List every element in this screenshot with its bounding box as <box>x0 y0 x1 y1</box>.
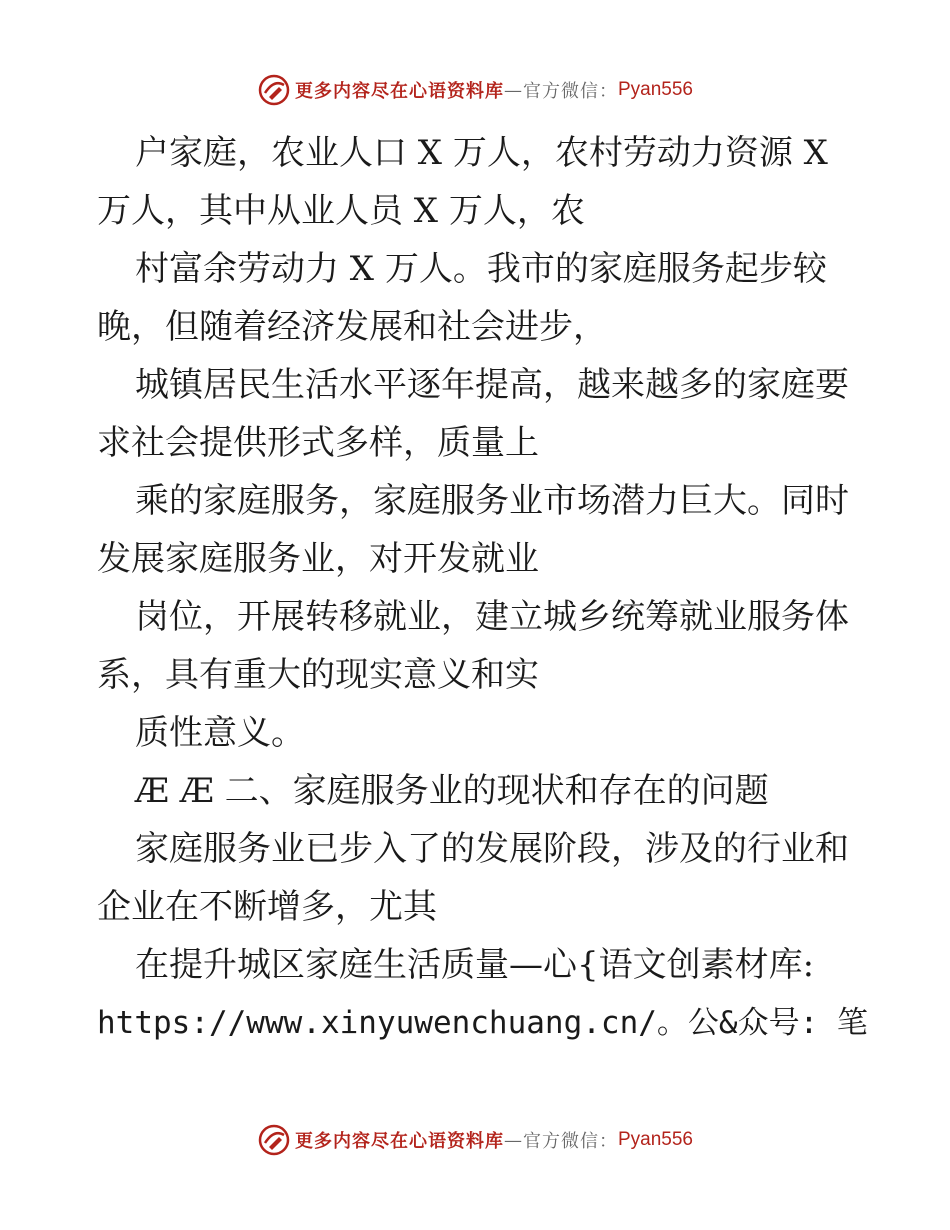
text-line: 晚，但随着经济发展和社会进步， <box>97 307 607 347</box>
brand-logo-icon <box>257 73 291 107</box>
text-line: 求社会提供形式多样，质量上 <box>97 423 539 463</box>
text-line: 在提升城区家庭生活质量—心{语文创素材库: <box>135 945 815 985</box>
text-line: 企业在不断增多，尤其 <box>97 887 437 927</box>
banner-separator: — <box>503 1129 523 1151</box>
url-text-line: https://www.xinyuwenchuang.cn/。公&众号: 笔 <box>97 1005 868 1041</box>
banner-wechat-id: Pyan556 <box>617 1129 693 1150</box>
banner-wechat-label: 官方微信： <box>522 1131 618 1152</box>
header-watermark-banner <box>0 70 950 110</box>
text-line: 家庭服务业已步入了的发展阶段，涉及的行业和 <box>135 829 849 869</box>
footer-watermark-banner <box>0 1120 950 1160</box>
text-line: 乘的家庭服务，家庭服务业市场潜力巨大。同时 <box>135 481 849 521</box>
text-line: 岗位，开展转移就业，建立城乡统筹就业服务体 <box>135 597 849 637</box>
banner-title: 更多内容尽在心语资料库 <box>294 1131 504 1152</box>
banner-wechat-label: 官方微信： <box>522 81 618 102</box>
section-heading: Æ Æ 二、家庭服务业的现状和存在的问题 <box>135 771 769 811</box>
banner-title: 更多内容尽在心语资料库 <box>294 81 504 102</box>
text-line: 户家庭，农业人口 X 万人，农村劳动力资源 X <box>135 133 828 173</box>
banner-wechat-id: Pyan556 <box>617 79 693 100</box>
text-line: 万人，其中从业人员 X 万人，农 <box>97 191 585 231</box>
text-line: 系，具有重大的现实意义和实 <box>97 655 539 695</box>
text-line: 城镇居民生活水平逐年提高，越来越多的家庭要 <box>135 365 849 405</box>
document-body <box>97 124 868 1052</box>
text-line: 发展家庭服务业，对开发就业 <box>97 539 539 579</box>
brand-logo-icon <box>257 1123 291 1157</box>
banner-separator: — <box>503 79 523 101</box>
text-line: 质性意义。 <box>135 713 305 753</box>
text-line: 村富余劳动力 X 万人。我市的家庭服务起步较 <box>135 249 827 289</box>
